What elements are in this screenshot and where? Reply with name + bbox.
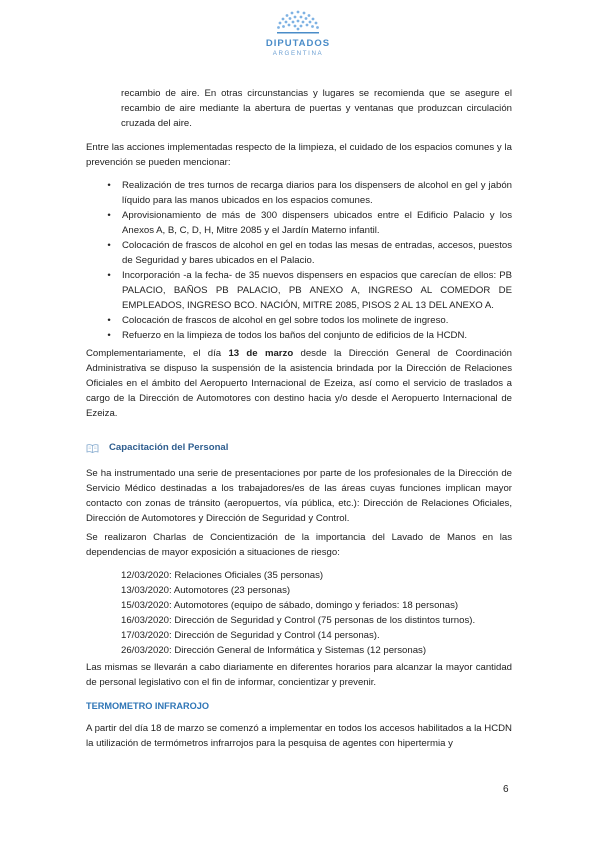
bullet-marker: • — [107, 210, 111, 221]
list-item: 16/03/2020: Dirección de Seguridad y Control (75 personas de los distintos turnos). — [121, 615, 476, 626]
list-item: 15/03/2020: Automotores (equipo de sábado, domingo y feriados: 18 personas) — [121, 600, 459, 611]
list-item — [103, 313, 512, 328]
list-item-text: Colocación de frascos de alcohol en gel sobre todos los molinete de ingreso. — [122, 315, 449, 326]
bullet-list — [103, 178, 512, 343]
paragraph-text: Las mismas se llevarán a cabo diariamente en diferentes horarios para alcanzar la mayor cantidad de personal legislativo con el fin de informar, concientizar y prevenir. — [86, 662, 512, 688]
list-item: 17/03/2020: Dirección de Seguridad y Control (14 personas). — [121, 630, 380, 641]
list-item-text: Aprovisionamiento de más de 300 dispensers ubicados entre el Edificio Palacio y los Anexos A, B, C, D, H, Mitre 2085 y el Jardín Materno infantil. — [122, 210, 512, 236]
bullet-marker: • — [107, 270, 111, 281]
section-heading-capacitacion — [86, 440, 512, 455]
paragraph-text: recambio de aire. En otras circunstancias y lugares se recomienda que se asegure el recambio de aire mediante la abertura de puertas y ventanas que produzcan circulación cruzada del aire. — [121, 88, 512, 129]
bullet-marker: • — [107, 240, 111, 251]
paragraph-text — [86, 346, 512, 421]
list-item — [103, 238, 512, 268]
section-heading-termometro: TERMOMETRO INFRAROJO — [86, 701, 210, 711]
charlas-list — [121, 568, 512, 658]
list-item — [103, 178, 512, 208]
paragraph-text-part: Complementariamente, el día — [86, 348, 229, 359]
list-item — [103, 328, 512, 343]
list-item: 13/03/2020: Automotores (23 personas) — [121, 585, 291, 596]
diputados-emblem-icon — [275, 8, 321, 36]
paragraph-frecuencia — [86, 660, 512, 690]
list-item-text: Realización de tres turnos de recarga diarios para los dispensers de alcohol en gel y jabón líquido para las manos ubicados en los espacios comunes. — [122, 180, 512, 206]
list-item — [103, 208, 512, 238]
list-item: 12/03/2020: Relaciones Oficiales (35 personas) — [121, 570, 324, 581]
logo-subtitle: ARGENTINA — [272, 50, 324, 57]
paragraph-text: A partir del día 18 de marzo se comenzó a implementar en todos los accesos habilitados a la HCDN la utilización de termómetros infrarrojos para la pesquisa de agentes con hipertermia y — [86, 723, 512, 749]
logo — [262, 8, 334, 57]
paragraph-text: Entre las acciones implementadas respecto de la limpieza, el cuidado de los espacios comunes y la prevención se pueden mencionar: — [86, 142, 512, 168]
bullet-marker: • — [107, 180, 111, 191]
paragraph-ezeiza — [86, 346, 512, 421]
paragraph-text-part: desde la Dirección General de Coordinación Administrativa se dispuso la suspensión de la asistencia brindada por la Dirección de Relaciones Oficiales en el ámbito del Aeropuerto Internacional de Ezeiza, así como el servicio de traslados a cargo de la Dirección de Automotores con destino hacia y/o desde el Aeropuerto Internacional de Ezeiza. — [86, 348, 512, 419]
section-title: Capacitación del Personal — [109, 442, 229, 453]
paragraph-air-exchange — [121, 86, 512, 131]
paragraph-charlas — [86, 530, 512, 560]
list-item: 26/03/2020: Dirección General de Informática y Sistemas (12 personas) — [121, 645, 427, 656]
date-highlight: 13 de marzo — [228, 348, 294, 359]
page-number: 6 — [503, 784, 509, 795]
bullet-marker: • — [107, 330, 111, 341]
paragraph-termometros — [86, 721, 512, 751]
paragraph-text: Se realizaron Charlas de Concientización de la importancia del Lavado de Manos en las dependencias de mayor exposición a situaciones de riesgo: — [86, 532, 512, 558]
paragraph-text: Se ha instrumentado una serie de presentaciones por parte de los profesionales de la Dirección de Servicio Médico destinadas a los trabajadores/es de las áreas cuyas funciones implican mayor contacto con zonas de tránsito (aeropuertos, vía pública, etc.): Dirección de Relaciones Oficiales, Dirección de Automotores y Dirección de Seguridad y Control. — [86, 468, 512, 524]
list-item-text: Refuerzo en la limpieza de todos los baños del conjunto de edificios de la HCDN. — [122, 330, 468, 341]
paragraph-presentaciones — [86, 466, 512, 526]
logo-title: DIPUTADOS — [265, 38, 331, 49]
paragraph-cleaning-intro — [86, 140, 512, 170]
bullet-marker: • — [107, 315, 111, 326]
list-item — [103, 268, 512, 313]
list-item-text: Colocación de frascos de alcohol en gel en todas las mesas de entradas, accesos, puestos de Seguridad y bares ubicados en el Palacio. — [122, 240, 512, 266]
book-icon — [86, 443, 99, 453]
list-item-text: Incorporación -a la fecha- de 35 nuevos dispensers en espacios que carecían de ellos: PB PALACIO, BAÑOS PB PALACIO, PB ANEXO A, INGRESO AL COMEDOR DE EMPLEADOS, INGRESO BCO. NACIÓN, MITRE 2085, PISOS 2 AL 13 DEL ANEXO A. — [122, 270, 512, 311]
